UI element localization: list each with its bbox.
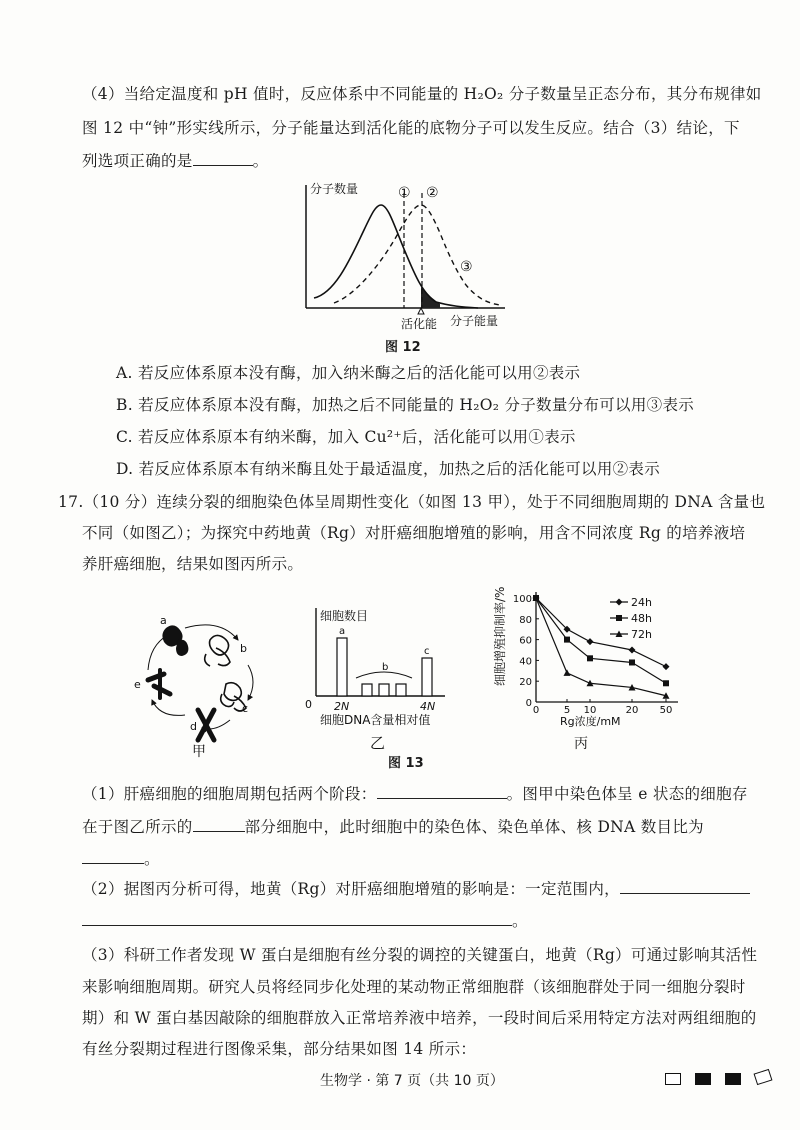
bing-point-48h xyxy=(663,680,669,686)
bing-point-72h xyxy=(564,669,571,676)
fig12-xlabel: 分子能量 xyxy=(450,314,499,328)
q16-4-line3 xyxy=(82,150,268,172)
corner-square-1 xyxy=(665,1073,681,1085)
yi-bar-c xyxy=(422,658,432,696)
answer-blank[interactable] xyxy=(193,151,253,166)
jia-label-d: d xyxy=(190,720,197,733)
figure-12 xyxy=(290,175,520,335)
bing-name: 丙 xyxy=(574,736,588,752)
bing-point-48h xyxy=(587,655,593,661)
bing-y-tick-label: 100 xyxy=(512,594,532,605)
yi-bar-b3 xyxy=(396,684,406,696)
jia-state-e xyxy=(148,670,170,698)
q17-1-line3 xyxy=(82,848,160,870)
q16-4-line1: （4）当给定温度和 pH 值时，反应体系中不同能量的 H₂O₂ 分子数量呈正态分布，其分布规律如 xyxy=(82,85,762,103)
figure-13-bing xyxy=(488,584,688,759)
answer-blank[interactable] xyxy=(82,849,144,864)
fig12-mark-1: ① xyxy=(398,185,411,201)
q17-2-line2 xyxy=(82,910,528,932)
answer-blank[interactable] xyxy=(193,817,245,832)
q17-1-line1 xyxy=(82,783,748,805)
q17-3-line1: （3）科研工作者发现 W 蛋白是细胞有丝分裂的调控的关键蛋白，地黄（Rg）可通过影响其活性 xyxy=(82,946,758,964)
bing-x-tick-label: 0 xyxy=(532,705,540,716)
q17-2-line1 xyxy=(82,878,750,900)
q17-2-line2-end: 。 xyxy=(512,912,528,930)
q17-3-line4: 有丝分裂期过程进行图像采集，部分结果如图 14 所示： xyxy=(82,1040,477,1058)
jia-state-a xyxy=(162,625,188,656)
bing-point-48h xyxy=(564,637,570,643)
yi-tick-4n: 4N xyxy=(420,700,436,713)
option-a[interactable]: A. 若反应体系原本没有酶，加入纳米酶之后的活化能可以用②表示 xyxy=(116,364,581,382)
q17-line2: 不同（如图乙）；为探究中药地黄（Rg）对肝癌细胞增殖的影响，用含不同浓度 Rg 的培养液培 xyxy=(82,524,746,542)
jia-state-b xyxy=(205,635,230,666)
bing-x-tick-label: 50 xyxy=(659,705,673,716)
corner-square-4 xyxy=(754,1069,773,1085)
yi-bar-a xyxy=(337,638,347,696)
jia-name: 甲 xyxy=(192,744,206,760)
corner-square-3 xyxy=(725,1073,741,1085)
q17-1-line1-end: 。图甲中染色体呈 e 状态的细胞存 xyxy=(506,785,748,803)
answer-blank[interactable] xyxy=(377,784,507,799)
jia-arrow-de xyxy=(152,700,185,715)
fig13-caption: 图 13 xyxy=(388,756,424,771)
yi-xlabel: 细胞DNA含量相对值 xyxy=(320,713,431,727)
bing-legend-label: 24h xyxy=(631,596,652,609)
option-c[interactable]: C. 若反应体系原本有纳米酶，加入 Cu²⁺后，活化能可以用①表示 xyxy=(116,428,576,446)
q16-4-line3-end: 。 xyxy=(252,152,269,170)
jia-label-e: e xyxy=(134,678,141,691)
answer-blank[interactable] xyxy=(620,879,750,894)
bing-point-24h xyxy=(663,663,670,670)
yi-label-b: b xyxy=(382,662,389,673)
q17-3-line3: 期）和 W 蛋白基因敲除的细胞群放入正常培养液中培养，一段时间后采用特定方法对两组细胞的 xyxy=(82,1009,757,1027)
q17-3-line2: 来影响细胞周期。研究人员将经同步化处理的某动物正常细胞群（该细胞群处于同一细胞分裂时 xyxy=(82,978,746,996)
option-d[interactable]: D. 若反应体系原本有纳米酶且处于最适温度，加热之后的活化能可以用②表示 xyxy=(116,460,661,478)
jia-label-a: a xyxy=(160,614,167,627)
bing-y-tick-label: 40 xyxy=(519,656,532,668)
bing-y-tick-label: 20 xyxy=(519,677,532,689)
figure-13-yi xyxy=(300,600,450,760)
bing-point-24h xyxy=(587,638,594,645)
q16-4-line3-text: 列选项正确的是 xyxy=(82,152,193,170)
yi-label-c: c xyxy=(424,646,430,657)
bing-x-tick-label: 5 xyxy=(563,705,571,716)
jia-state-d xyxy=(198,710,214,740)
q17-1-line3-end: 。 xyxy=(144,850,160,868)
q16-4-line2: 图 12 中“钟”形实线所示，分子能量达到活化能的底物分子可以发生反应。结合（3）结论，下 xyxy=(82,119,740,137)
answer-blank[interactable] xyxy=(82,911,512,926)
fig12-dashed-curve xyxy=(334,205,500,305)
yi-origin: 0 xyxy=(305,698,312,711)
yi-bar-b1 xyxy=(362,684,372,696)
bing-point-48h xyxy=(629,659,635,665)
jia-label-c: c xyxy=(242,702,249,715)
bing-point-24h xyxy=(629,647,636,654)
bing-y-tick-label: 80 xyxy=(519,614,532,626)
jia-arrow-bc xyxy=(248,665,253,700)
fig12-activation-marker xyxy=(418,308,424,314)
q17-2-line1-text: （2）据图丙分析可得，地黄（Rg）对肝癌细胞增殖的影响是：一定范围内， xyxy=(82,880,620,898)
fig12-activation-label: 活化能 xyxy=(401,317,438,331)
q17-1-line1-text: （1）肝癌细胞的细胞周期包括两个阶段： xyxy=(82,785,377,803)
corner-square-2 xyxy=(695,1073,711,1085)
q17-1-line2a: 在于图乙所示的 xyxy=(82,818,193,836)
q17-line1: 17.（10 分）连续分裂的细胞染色体呈周期性变化（如图 13 甲），处于不同细胞周期的 DNA 含量也 xyxy=(58,493,766,511)
yi-ylabel: 细胞数目 xyxy=(320,609,369,623)
fig12-ylabel: 分子数量 xyxy=(310,182,359,196)
q17-line3: 养肝癌细胞，结果如图丙所示。 xyxy=(82,555,304,573)
yi-name: 乙 xyxy=(370,734,386,752)
bing-xlabel: Rg浓度/mM xyxy=(560,715,621,728)
yi-label-a: a xyxy=(339,626,346,637)
bing-legend-label: 48h xyxy=(631,612,652,625)
figure-13-jia xyxy=(130,610,270,760)
bing-x-tick-label: 20 xyxy=(625,705,639,716)
bing-y-tick-label: 60 xyxy=(519,635,532,647)
bing-legend-label: 72h xyxy=(631,628,652,641)
option-b[interactable]: B. 若反应体系原本没有酶，加热之后不同能量的 H₂O₂ 分子数量分布可以用③表示 xyxy=(116,396,695,414)
bing-x-tick-label: 10 xyxy=(583,705,597,716)
yi-tick-2n: 2N xyxy=(334,700,350,713)
fig12-mark-2: ② xyxy=(426,185,439,201)
q17-1-line2b: 部分细胞中，此时细胞中的染色体、染色单体、核 DNA 数目比为 xyxy=(244,818,704,836)
fig12-mark-3: ③ xyxy=(460,259,473,275)
fig12-solid-curve xyxy=(314,205,478,308)
bing-legend-marker xyxy=(616,615,622,621)
yi-bar-b2 xyxy=(379,684,389,696)
jia-label-b: b xyxy=(240,642,247,655)
bing-y-tick-label: 0 xyxy=(525,698,532,709)
bing-ylabel: 细胞增殖抑制率/% xyxy=(493,586,507,686)
fig12-caption: 图 12 xyxy=(385,340,421,355)
page-footer: 生物学 · 第 7 页（共 10 页） xyxy=(320,1073,504,1089)
q17-1-line2 xyxy=(82,816,704,838)
bing-legend-marker xyxy=(616,599,623,606)
